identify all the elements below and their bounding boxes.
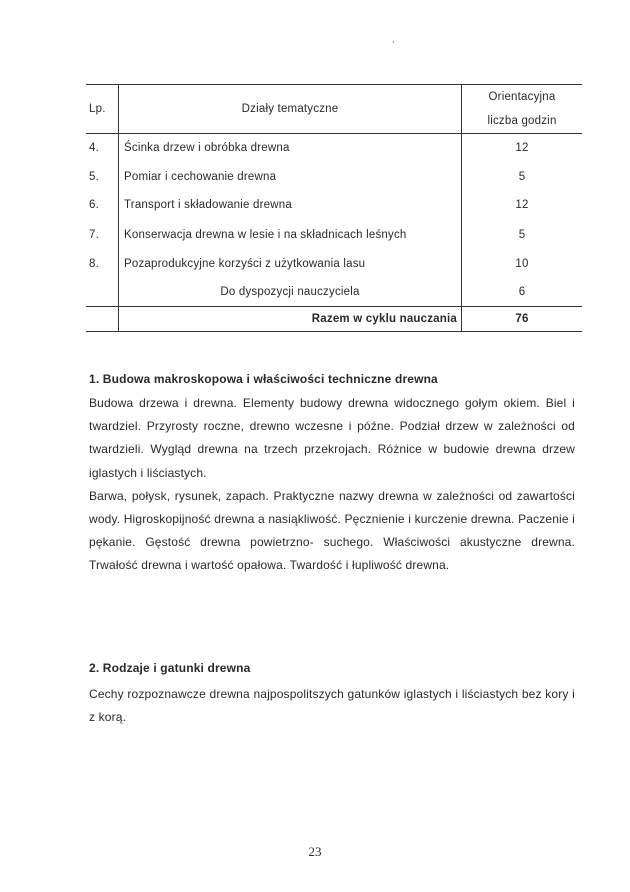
row-topic: Konserwacja drewna w lesie i na składnicach leśnych	[119, 220, 462, 250]
row-hours: 5	[518, 170, 526, 183]
header-hours-line1: Orientacyjna	[488, 91, 556, 103]
row-hours: 10	[515, 257, 529, 270]
row-hours: 12	[515, 142, 529, 155]
header-lp: Lp.	[86, 85, 119, 134]
table-row	[86, 220, 582, 250]
section1-paragraph2: Barwa, połysk, rysunek, zapach. Praktyczne nazwy drewna w zależności od zawartości wody. Higroskopijność drewna a nasiąkliwość. Pęcznienie i kurczenie drewna. Paczenie i pękanie. Gęstość drewna powietrzno- suchego. Właściwości akustyczne drewna. Trwałość drewna i wartość opałowa. Twardość i łupliwość drewna.	[89, 488, 575, 573]
row-hours: 12	[515, 199, 529, 212]
section1-paragraph1: Budowa drzewa i drewna. Elementy budowy drewna widocznego gołym okiem. Biel i twardziel. Przyrosty roczne, drewno wczesne i późne. Podział drzew w zależności od twardzieli. Wygląd drewna na trzech przekrojach. Różnice w budowie drewna drzew iglastych i liściastych.	[89, 396, 575, 480]
header-hours	[462, 85, 583, 134]
row-lp: 4.	[86, 134, 119, 163]
row-lp: 7.	[86, 220, 119, 250]
table-header-row	[86, 85, 582, 134]
disposal-row	[86, 278, 582, 307]
section1-body	[89, 392, 575, 578]
table-row	[86, 250, 582, 279]
total-label: Razem w cyklu nauczania	[119, 307, 462, 332]
row-topic: Pozaprodukcyjne korzyści z użytkowania lasu	[119, 250, 462, 279]
total-hours: 76	[462, 307, 583, 332]
row-lp: 6.	[86, 191, 119, 220]
section2-heading: 2. Rodzaje i gatunki drewna	[89, 661, 251, 675]
total-row	[86, 307, 582, 332]
disposal-hours: 6	[462, 278, 583, 307]
scan-artifact-mark: ,	[392, 34, 395, 44]
row-topic: Transport i składowanie drewna	[119, 191, 462, 220]
section1-heading: 1. Budowa makroskopowa i właściwości techniczne drewna	[89, 372, 438, 386]
curriculum-table	[86, 84, 582, 332]
row-topic: Pomiar i cechowanie drewna	[119, 163, 462, 192]
header-hours-line2: liczba godzin	[487, 115, 557, 127]
row-lp: 8.	[86, 250, 119, 279]
total-lp	[86, 307, 119, 332]
row-lp: 5.	[86, 163, 119, 192]
table-row	[86, 191, 582, 220]
row-topic: Ścinka drzew i obróbka drewna	[119, 134, 462, 163]
table-row	[86, 163, 582, 192]
section2-paragraph: Cechy rozpoznawcze drewna najpospolitszych gatunków iglastych i liściastych bez kory i z korą.	[89, 687, 575, 725]
disposal-lp	[86, 278, 119, 307]
page-number: 23	[308, 844, 322, 859]
row-hours: 5	[518, 228, 526, 241]
header-topic: Działy tematyczne	[119, 85, 462, 134]
table-row	[86, 134, 582, 163]
disposal-label: Do dyspozycji nauczyciela	[119, 278, 462, 307]
